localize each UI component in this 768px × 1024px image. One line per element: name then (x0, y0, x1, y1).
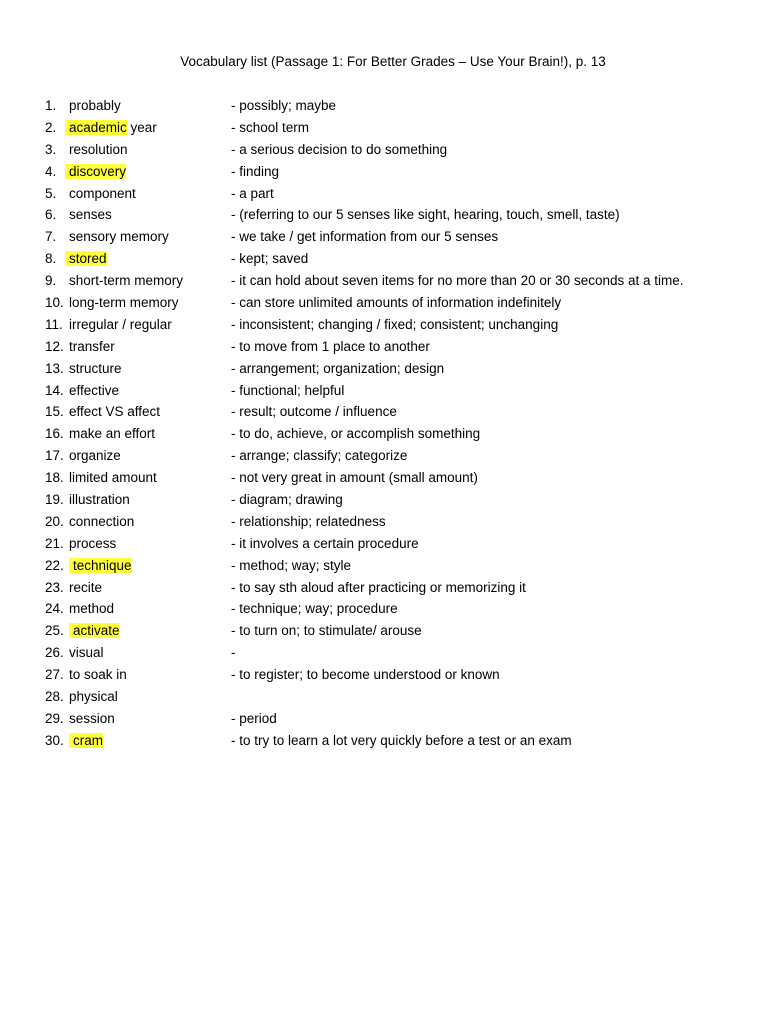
highlighted-term: activate (69, 623, 120, 638)
vocab-definition: - it involves a certain procedure (231, 535, 419, 551)
vocab-definition: - kept; saved (231, 251, 309, 267)
vocab-term: organize (69, 448, 121, 464)
vocab-term: long-term memory (69, 295, 179, 311)
vocab-term: method (69, 601, 115, 617)
vocab-item (0, 664, 768, 686)
vocab-definition: - result; outcome / influence (231, 404, 397, 420)
item-number: 4. (45, 163, 57, 179)
item-number: 14. (45, 382, 64, 398)
vocab-definition: - not very great in amount (small amount) (231, 470, 478, 486)
vocab-definition: - to move from 1 place to another (231, 338, 430, 354)
vocab-definition: - a part (231, 185, 274, 201)
vocab-definition: - (231, 645, 236, 661)
vocab-item (0, 445, 768, 467)
vocab-definition: - diagram; drawing (231, 492, 343, 508)
vocab-definition: - to turn on; to stimulate/ arouse (231, 623, 422, 639)
vocabulary-list (0, 95, 768, 752)
vocab-term: visual (69, 645, 104, 661)
item-number: 13. (45, 360, 64, 376)
vocab-definition: - inconsistent; changing / fixed; consistent; unchanging (231, 316, 559, 332)
term-suffix: year (126, 119, 157, 135)
item-number: 22. (45, 557, 64, 573)
vocab-term: senses (69, 207, 112, 223)
vocab-term: transfer (69, 338, 115, 354)
vocab-item (0, 730, 768, 752)
vocab-term: process (69, 535, 117, 551)
item-number: 29. (45, 710, 64, 726)
vocab-definition: - to try to learn a lot very quickly before a test or an exam (231, 732, 572, 748)
vocab-item (0, 358, 768, 380)
item-number: 2. (45, 119, 57, 135)
item-number: 16. (45, 426, 64, 442)
vocab-definition: - school term (231, 119, 310, 135)
vocab-definition: - arrangement; organization; design (231, 360, 445, 376)
vocab-item (0, 117, 768, 139)
vocab-term: make an effort (69, 426, 156, 442)
vocab-item (0, 380, 768, 402)
vocab-item (0, 139, 768, 161)
vocab-term: recite (69, 579, 103, 595)
vocab-item (0, 292, 768, 314)
vocab-item (0, 423, 768, 445)
vocab-item (0, 489, 768, 511)
vocab-item (0, 183, 768, 205)
vocab-term: illustration (69, 492, 130, 508)
vocab-term (65, 161, 126, 183)
item-number: 5. (45, 185, 57, 201)
vocab-term: effect VS affect (69, 404, 161, 420)
highlighted-term: academic (65, 120, 127, 135)
vocab-item (0, 204, 768, 226)
vocab-term: connection (69, 513, 135, 529)
vocab-term: probably (69, 98, 121, 113)
vocab-item (0, 401, 768, 423)
vocab-item (0, 620, 768, 642)
vocab-definition: - possibly; maybe (231, 98, 337, 113)
document-title: Vocabulary list (Passage 1: For Better Grades – Use Your Brain!), p. 13 (180, 54, 606, 69)
vocab-term: resolution (69, 141, 128, 157)
vocab-term: session (69, 710, 115, 726)
vocab-term: physical (69, 689, 118, 705)
vocab-item (0, 467, 768, 489)
vocab-term: irregular / regular (69, 316, 172, 332)
item-number: 1. (45, 98, 57, 113)
highlighted-term: technique (69, 558, 132, 573)
vocab-term (69, 620, 120, 642)
item-number: 11. (45, 316, 63, 332)
vocab-term: effective (69, 382, 120, 398)
vocab-item (0, 555, 768, 577)
vocab-definition: - (referring to our 5 senses like sight, hearing, touch, smell, taste) (231, 207, 620, 223)
vocab-item (0, 226, 768, 248)
vocab-term: to soak in (69, 667, 127, 683)
item-number: 20. (45, 513, 64, 529)
vocab-item (0, 642, 768, 664)
vocab-term (69, 730, 103, 752)
vocab-definition: - we take / get information from our 5 senses (231, 229, 499, 245)
vocab-item (0, 270, 768, 292)
vocab-definition: - it can hold about seven items for no more than 20 or 30 seconds at a time. (231, 273, 684, 289)
vocab-definition: - to do, achieve, or accomplish something (231, 426, 481, 442)
item-number: 24. (45, 601, 64, 617)
vocab-term: structure (69, 360, 122, 376)
vocab-term: sensory memory (69, 229, 169, 245)
vocab-definition: - functional; helpful (231, 382, 345, 398)
item-number: 18. (45, 470, 64, 486)
item-number: 25. (45, 623, 64, 639)
vocab-item (0, 533, 768, 555)
vocab-term (69, 555, 132, 577)
highlighted-term: cram (69, 733, 103, 748)
item-number: 15. (45, 404, 64, 420)
vocab-definition: - a serious decision to do something (231, 141, 448, 157)
vocab-item (0, 598, 768, 620)
vocab-definition: - can store unlimited amounts of information indefinitely (231, 295, 562, 311)
vocab-definition: - to register; to become understood or known (231, 667, 500, 683)
vocab-item (0, 336, 768, 358)
vocab-definition: - finding (231, 163, 280, 179)
item-number: 6. (45, 207, 57, 223)
item-number: 28. (45, 689, 64, 705)
vocab-definition: - technique; way; procedure (231, 601, 398, 617)
vocab-term (65, 248, 107, 270)
vocab-definition: - period (231, 710, 277, 726)
vocab-item (0, 708, 768, 730)
vocab-definition: - to say sth aloud after practicing or memorizing it (231, 579, 526, 595)
item-number: 21. (45, 535, 64, 551)
vocab-definition: - relationship; relatedness (231, 513, 386, 529)
highlighted-term: stored (65, 251, 107, 266)
vocab-term: component (69, 185, 136, 201)
vocab-item (0, 95, 768, 117)
item-number: 8. (45, 251, 57, 267)
highlighted-term: discovery (65, 164, 126, 179)
vocab-term (65, 117, 157, 139)
vocab-item (0, 686, 768, 708)
item-number: 17. (45, 448, 64, 464)
vocab-item (0, 577, 768, 599)
item-number: 27. (45, 667, 64, 683)
vocab-item (0, 511, 768, 533)
item-number: 10. (45, 295, 64, 311)
item-number: 12. (45, 338, 64, 354)
vocab-item (0, 248, 768, 270)
item-number: 3. (45, 141, 57, 157)
item-number: 26. (45, 645, 64, 661)
item-number: 23. (45, 579, 64, 595)
vocab-term: limited amount (69, 470, 157, 486)
vocab-definition: - method; way; style (231, 557, 352, 573)
vocab-item (0, 161, 768, 183)
item-number: 30. (45, 732, 64, 748)
vocab-definition: - arrange; classify; categorize (231, 448, 408, 464)
item-number: 19. (45, 492, 64, 508)
item-number: 9. (45, 273, 57, 289)
vocab-item (0, 314, 768, 336)
item-number: 7. (45, 229, 57, 245)
vocab-term: short-term memory (69, 273, 184, 289)
